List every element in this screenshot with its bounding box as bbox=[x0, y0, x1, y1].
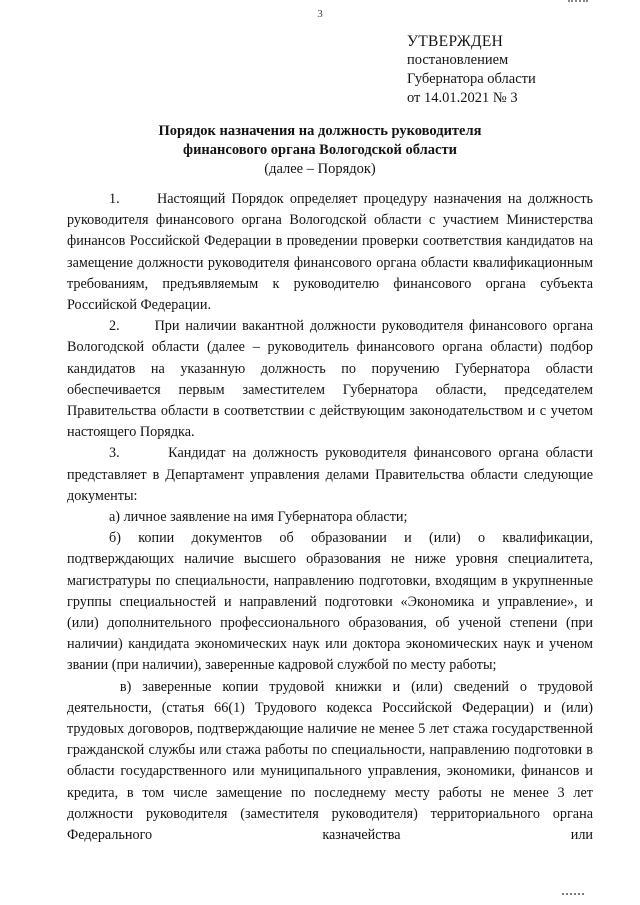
approval-line: Губернатора области bbox=[407, 71, 536, 87]
title-subtitle: (далее – Порядок) bbox=[264, 161, 376, 177]
list-item-a: а) личное заявление на имя Губернатора области; bbox=[109, 509, 408, 526]
document-title bbox=[0, 122, 640, 179]
paragraph-1: 1. Настоящий Порядок определяет процедуру назначения на должность руководителя финансового органа Вологодской области с участием Министерства финансов Российской Федерации в проведении проверки соответствия кандидатов на замещение должности руководителя финансового органа области квалификационным требованиям, предъявляемым к руководителю финансового органа субъекта Российской Федерации. bbox=[67, 191, 593, 314]
paragraph-3: 3. Кандидат на должность руководителя финансового органа области представляет в Департамент управления делами Правительства области следующие документы: bbox=[67, 445, 593, 504]
scan-artifact-bottom bbox=[562, 893, 584, 898]
document-body bbox=[67, 189, 593, 846]
approval-heading: УТВЕРЖДЕН bbox=[407, 33, 504, 50]
title-line: Порядок назначения на должность руководителя bbox=[158, 123, 482, 139]
approval-line: постановлением bbox=[407, 52, 509, 68]
approval-line: от 14.01.2021 № 3 bbox=[407, 90, 518, 106]
paragraph-2: 2. При наличии вакантной должности руководителя финансового органа Вологодской области (далее – руководитель финансового органа области) подбор кандидатов на указанную должность по поручению Губернатора области обеспечивается первым заместителем Губернатора области, председателем Правительства области в соответствии с действующим законодательством и с учетом настоящего Порядка. bbox=[67, 318, 593, 441]
list-item-v: в) заверенные копии трудовой книжки и (или) сведений о трудовой деятельности, (статья 66(1) Трудового кодекса Российской Федерации) и (или) трудовых договоров, подтверждающие наличие не менее 5 лет стажа государственной гражданской службы или стажа работы по специальности, направлению подготовки в области государственного или муниципального управления, экономики, финансов и кредита, в том числе замещение по последнему месту работы не менее 3 лет должности руководителя (заместителя руководителя) территориального органа Федерального казначейства или bbox=[67, 678, 593, 844]
page-number: 3 bbox=[317, 8, 323, 20]
approval-stamp bbox=[407, 32, 536, 108]
list-item-b: б) копии документов об образовании и (или) о квалификации, подтверждающих наличие высшего образования не ниже уровня специалитета, магистратуры по специальности, направлению подготовки, входящим в укрупненные группы специальностей и направлений подготовки «Экономика и управление», и (или) дополнительного профессионального образования, об ученой степени (при наличии) кандидата экономических наук или доктора экономических наук и ученом звании (при наличии), заверенные кадровой службой по месту работы; bbox=[67, 530, 593, 674]
scan-artifact-top bbox=[568, 0, 588, 4]
title-line: финансового органа Вологодской области bbox=[183, 142, 457, 158]
